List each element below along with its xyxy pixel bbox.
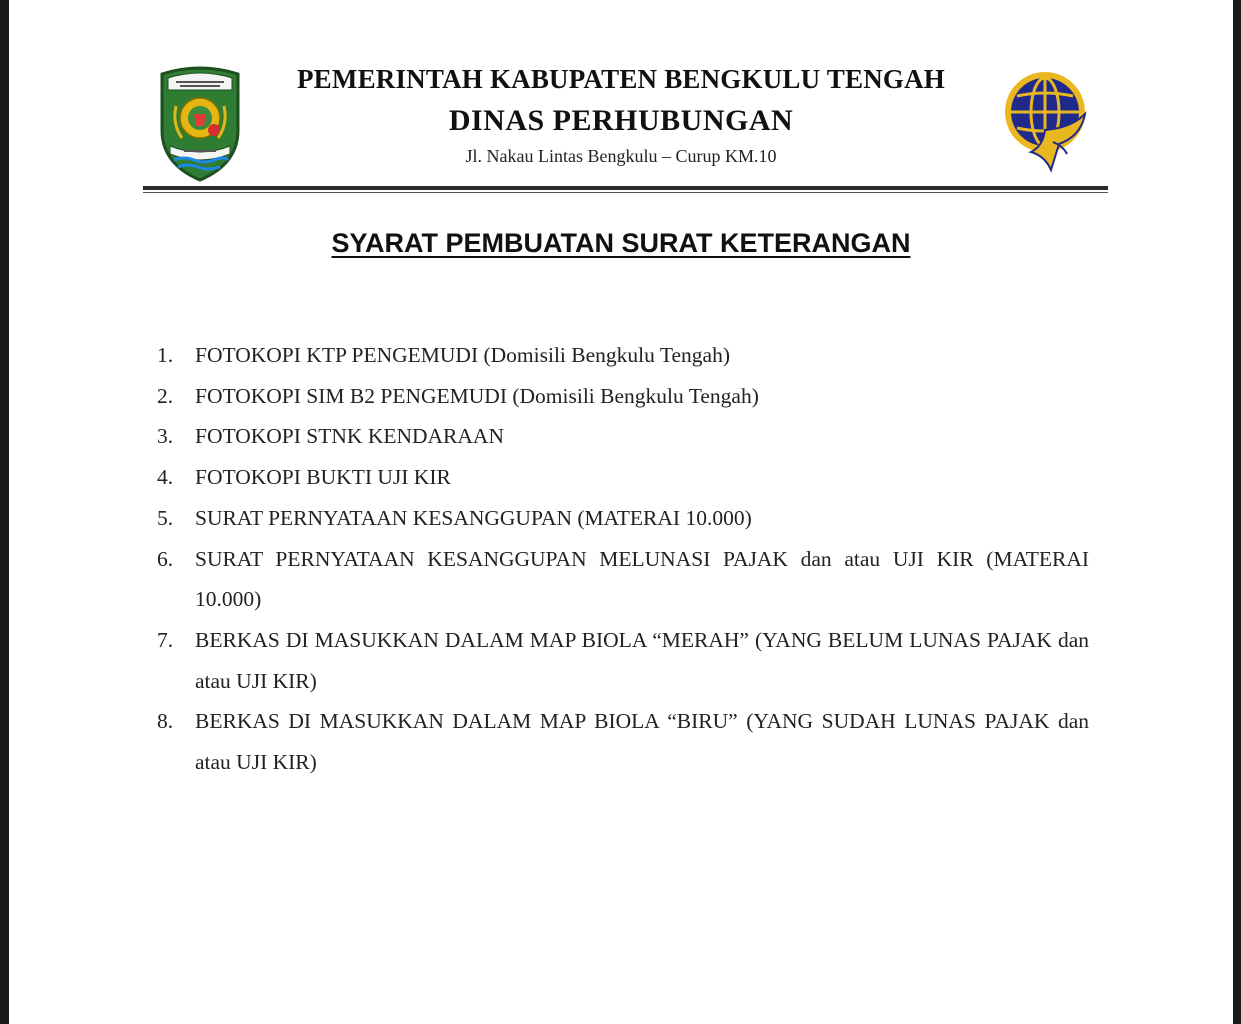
government-name: PEMERINTAH KABUPATEN BENGKULU TENGAH bbox=[296, 64, 945, 94]
document-page bbox=[9, 0, 1233, 1024]
list-item bbox=[157, 335, 1089, 376]
ministry-of-transportation-emblem-icon bbox=[1001, 70, 1093, 174]
list-item bbox=[157, 376, 1089, 417]
list-item-text: BERKAS DI MASUKKAN DALAM MAP BIOLA “BIRU” (YANG SUDAH LUNAS PAJAK dan atau UJI KIR) bbox=[195, 709, 1089, 775]
requirements-list bbox=[157, 335, 1089, 783]
list-item-number: 8. bbox=[157, 709, 174, 734]
letterhead-divider bbox=[143, 186, 1108, 190]
list-item-number: 2. bbox=[157, 383, 174, 408]
list-item bbox=[157, 539, 1089, 620]
list-item-text: FOTOKOPI KTP PENGEMUDI (Domisili Bengkulu Tengah) bbox=[195, 343, 730, 367]
list-item bbox=[157, 701, 1089, 782]
list-item-text: SURAT PERNYATAAN KESANGGUPAN MELUNASI PAJAK dan atau UJI KIR (MATERAI 10.000) bbox=[195, 546, 1089, 612]
list-item-text: FOTOKOPI SIM B2 PENGEMUDI (Domisili Bengkulu Tengah) bbox=[195, 383, 759, 408]
letterhead-divider-thin bbox=[143, 192, 1108, 193]
list-item bbox=[157, 457, 1089, 498]
list-item-text: FOTOKOPI STNK KENDARAAN bbox=[195, 424, 504, 449]
list-item-number: 7. bbox=[157, 627, 174, 652]
list-item-number: 5. bbox=[157, 505, 174, 530]
list-item bbox=[157, 498, 1089, 539]
letterhead bbox=[9, 0, 1233, 200]
list-item-number: 6. bbox=[157, 546, 174, 571]
list-item bbox=[157, 416, 1089, 457]
agency-address: Jl. Nakau Lintas Bengkulu – Curup KM.10 bbox=[465, 146, 777, 166]
list-item-text: BERKAS DI MASUKKAN DALAM MAP BIOLA “MERAH” (YANG BELUM LUNAS PAJAK dan atau UJI KIR) bbox=[195, 627, 1089, 693]
list-item bbox=[157, 620, 1089, 701]
document-title: SYARAT PEMBUATAN SURAT KETERANGAN bbox=[331, 228, 911, 258]
list-item-number: 4. bbox=[157, 465, 174, 490]
list-item-text: SURAT PERNYATAAN KESANGGUPAN (MATERAI 10.000) bbox=[195, 505, 752, 530]
list-item-number: 3. bbox=[157, 424, 174, 449]
list-item-number: 1. bbox=[157, 343, 174, 367]
list-item-text: FOTOKOPI BUKTI UJI KIR bbox=[195, 465, 451, 490]
agency-name: DINAS PERHUBUNGAN bbox=[448, 104, 794, 137]
